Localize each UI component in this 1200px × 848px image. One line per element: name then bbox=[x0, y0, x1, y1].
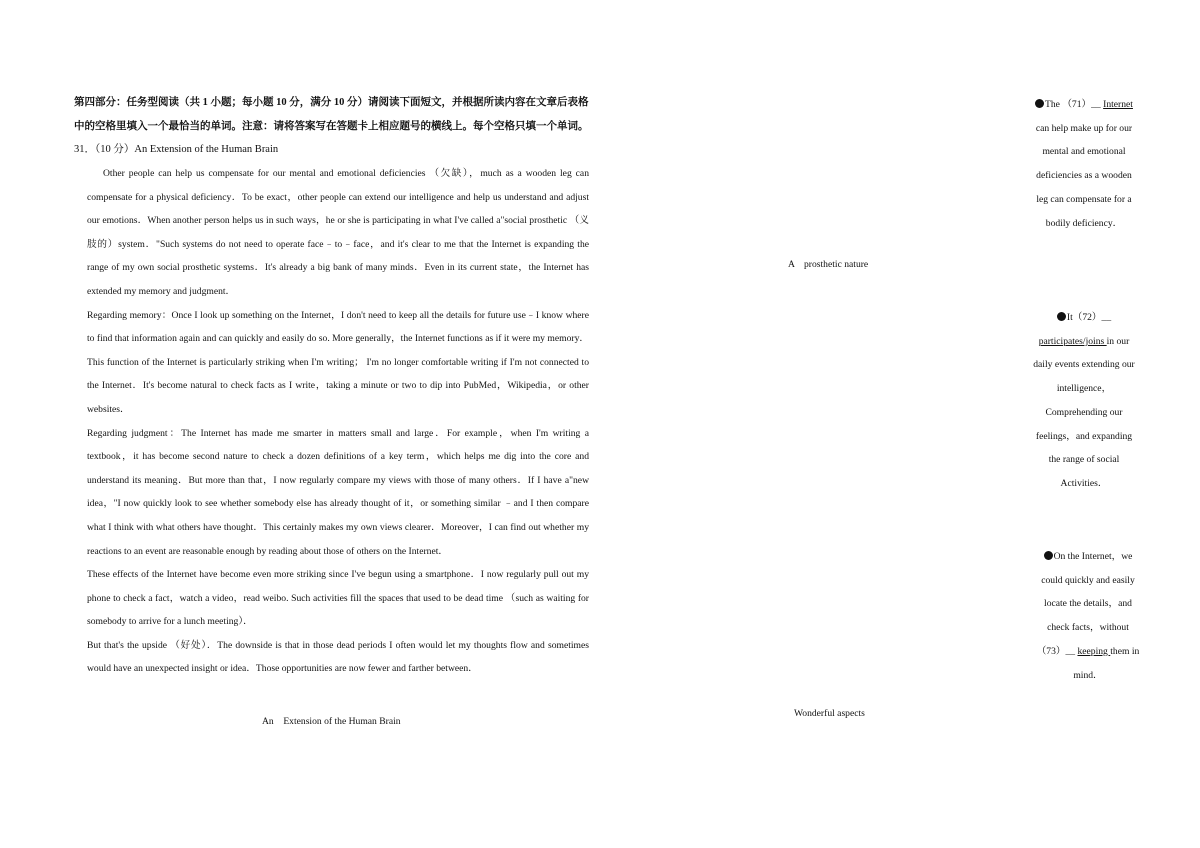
item-73-rest: them in mind． bbox=[1073, 645, 1140, 681]
bullet-icon bbox=[1035, 99, 1044, 108]
table-item-73 bbox=[1036, 545, 1140, 687]
item-72-text bbox=[1030, 306, 1138, 496]
section-instruction-line-1: 第四部分：任务型阅读（共 1 小题；每小题 10 分，满分 10 分）请阅读下面短文，并根据所读内容在文章后表格 bbox=[74, 97, 589, 108]
answer-73: keeping bbox=[1077, 645, 1111, 657]
answer-72: participates/joins bbox=[1038, 335, 1107, 347]
table-title: An Extension of the Human Brain bbox=[262, 716, 401, 727]
table-item-72 bbox=[1030, 306, 1138, 496]
reading-passage bbox=[87, 162, 589, 681]
item-71-text bbox=[1030, 93, 1138, 235]
passage-paragraph-4: These effects of the Internet have become even more striking since I've begun using a smartphone．I now regularly pull out my phone to check a fact，watch a video，read weibo. Such activities fill the spaces that used to be dead time （such as waiting for somebody to arrive for a lunch meeting）． bbox=[87, 569, 589, 628]
bullet-icon bbox=[1057, 312, 1066, 321]
answer-71: Internet bbox=[1103, 99, 1133, 110]
item-73-prompt: On the Internet，we could quickly and easily locate the details，and check facts，without（73）__ bbox=[1036, 551, 1135, 657]
section-instruction-line-2: 中的空格里填入一个最恰当的单词。注意：请将答案写在答题卡上相应题号的横线上。每个空格只填一个单词。 bbox=[74, 121, 589, 132]
item-72-prompt: It（72）__ bbox=[1066, 312, 1112, 323]
category-label-prosthetic-nature: A prosthetic nature bbox=[788, 259, 869, 270]
item-71-rest: can help make up for our mental and emotional deficiencies as a wooden leg can compensate for a bodily deficiency． bbox=[1035, 122, 1133, 229]
passage-paragraph-1: Other people can help us compensate for our mental and emotional deficiencies （欠缺），much as a wooden leg can compensate for a physical deficiency．To be exact，other people can extend our intelligence and help us understand and adjust our emotions．When another person helps us in such ways，he or she is participating in what I've called a"social prosthetic （义肢的）system．"Such systems do not need to operate face﹣to﹣face，and it's clear to me that the Internet is expanding the range of my own social prosthetic systems．It's already a big bank of many minds．Even in its current state，the Internet has extended my memory and judgment． bbox=[87, 168, 589, 297]
passage-paragraph-3: Regarding judgment：The Internet has made me smarter in matters small and large．For example，when I'm writing a textbook，it has become second nature to check a dozen definitions of a key term，which helps me dig into the core and understand its meaning．But more than that，I now regularly compare my views with those of many others．If I have a"new idea，"I now quickly look to see whether somebody else has already thought of it，or something similar ﹣and I then compare what I think with what others have thought．This certainly makes my own views clearer．Moreover，I can find out whether my reactions to an event are reasonable enough by reading about those of others on the Internet． bbox=[87, 427, 589, 557]
passage-paragraph-5: But that's the upside （好处）．The downside is that in those dead periods I often would let my thoughts flow and sometimes would have an unexpected insight or idea．Those opportunities are now fewer and farther between． bbox=[87, 639, 589, 675]
item-71-prompt: The （71）__ bbox=[1045, 99, 1101, 110]
category-label-wonderful-aspects: Wonderful aspects bbox=[794, 708, 865, 719]
bullet-icon bbox=[1044, 551, 1053, 560]
item-72-rest: in our daily events extending our intelligence，Comprehending our feelings，and expanding the range of social Activities． bbox=[1033, 335, 1135, 489]
question-title: 31．（10 分）An Extension of the Human Brain bbox=[74, 144, 279, 155]
passage-paragraph-2: Regarding memory：Once I look up something on the Internet，I don't need to keep all the details for future use﹣I know where to find that information again and can quickly and easily do so. More generally，the Internet functions as if it were my memory．This function of the Internet is particularly striking when I'm writing； I'm no longer comfortable writing if I'm not connected to the Internet．It's become natural to check facts as I write，taking a minute or two to dip into PubMed，Wikipedia，or other websites． bbox=[87, 309, 589, 415]
table-item-71 bbox=[1030, 93, 1138, 235]
item-73-text bbox=[1036, 545, 1140, 687]
